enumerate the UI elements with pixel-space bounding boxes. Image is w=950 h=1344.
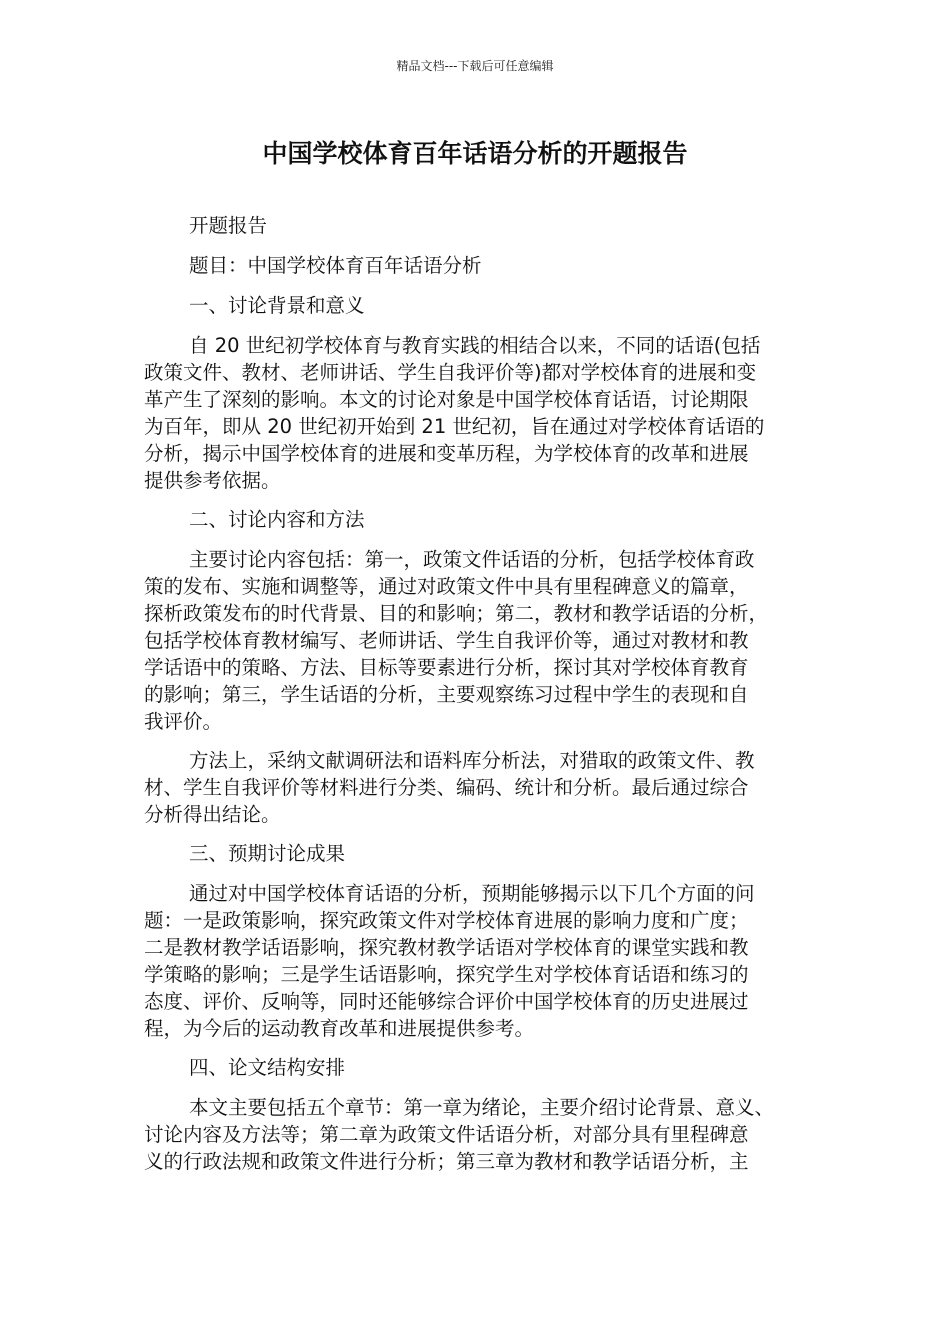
report-label: 开题报告 — [189, 214, 268, 237]
text-line: 我评价。 — [144, 710, 223, 733]
text-line: 主要讨论内容包括：第一，政策文件话语的分析，包括学校体育政 — [189, 548, 755, 571]
paragraph-structure — [144, 1094, 808, 1175]
text-line: 自 20 世纪初学校体育与教育实践的相结合以来，不同的话语(包括 — [189, 334, 761, 357]
text-line: 题：一是政策影响，探究政策文件对学校体育进展的影响力度和广度； — [144, 909, 749, 932]
section-heading-background: 一、讨论背景和意义 — [189, 294, 365, 317]
text-line: 提供参考依据。 — [144, 469, 281, 492]
text-line: 革产生了深刻的影响。本文的讨论对象是中国学校体育话语，讨论期限 — [144, 388, 749, 411]
text-line: 包括学校体育教材编写、老师讲话、学生自我评价等，通过对教材和教 — [144, 629, 749, 652]
text-line: 政策文件、教材、老师讲话、学生自我评价等)都对学校体育的进展和变 — [144, 361, 757, 384]
paragraph-methods — [144, 747, 808, 828]
text-line: 分析得出结论。 — [144, 803, 281, 826]
text-line: 本文主要包括五个章节：第一章为绪论，主要介绍讨论背景、意义、 — [189, 1096, 775, 1119]
text-line: 态度、评价、反响等，同时还能够综合评价中国学校体育的历史进展过 — [144, 990, 749, 1013]
document-title: 中国学校体育百年话语分析的开题报告 — [262, 139, 688, 168]
text-line: 通过对中国学校体育话语的分析，预期能够揭示以下几个方面的问 — [189, 882, 755, 905]
text-line: 二是教材教学话语影响，探究教材教学话语对学校体育的课堂实践和教 — [144, 936, 749, 959]
text-line: 探析政策发布的时代背景、目的和影响；第二，教材和教学话语的分析， — [144, 602, 769, 625]
document-body — [144, 212, 808, 1187]
text-line: 学策略的影响；三是学生话语影响，探究学生对学校体育话语和练习的 — [144, 963, 749, 986]
paragraph-background — [144, 332, 808, 494]
text-line: 方法上，采纳文献调研法和语料库分析法，对猎取的政策文件、教 — [189, 749, 755, 772]
text-line: 讨论内容及方法等；第二章为政策文件话语分析，对部分具有里程碑意 — [144, 1123, 749, 1146]
text-line: 分析，揭示中国学校体育的进展和变革历程，为学校体育的改革和进展 — [144, 442, 749, 465]
section-heading-expected-results: 三、预期讨论成果 — [189, 842, 346, 865]
page-header-note: 精品文档---下载后可任意编辑 — [396, 59, 554, 73]
text-line: 为百年，即从 20 世纪初开始到 21 世纪初，旨在通过对学校体育话语的 — [144, 415, 765, 438]
text-line: 学话语中的策略、方法、目标等要素进行分析，探讨其对学校体育教育 — [144, 656, 749, 679]
section-heading-content-methods: 二、讨论内容和方法 — [189, 508, 365, 531]
text-line: 材、学生自我评价等材料进行分类、编码、统计和分析。最后通过综合 — [144, 776, 749, 799]
section-heading-structure: 四、论文结构安排 — [189, 1056, 346, 1079]
text-line: 的影响；第三，学生话语的分析，主要观察练习过程中学生的表现和自 — [144, 683, 749, 706]
text-line: 义的行政法规和政策文件进行分析；第三章为教材和教学话语分析，主 — [144, 1150, 749, 1173]
report-topic: 题目：中国学校体育百年话语分析 — [189, 254, 482, 277]
text-line: 策的发布、实施和调整等，通过对政策文件中具有里程碑意义的篇章， — [144, 575, 749, 598]
text-line: 程，为今后的运动教育改革和进展提供参考。 — [144, 1017, 535, 1040]
paragraph-content — [144, 546, 808, 735]
paragraph-expected-results — [144, 880, 808, 1042]
